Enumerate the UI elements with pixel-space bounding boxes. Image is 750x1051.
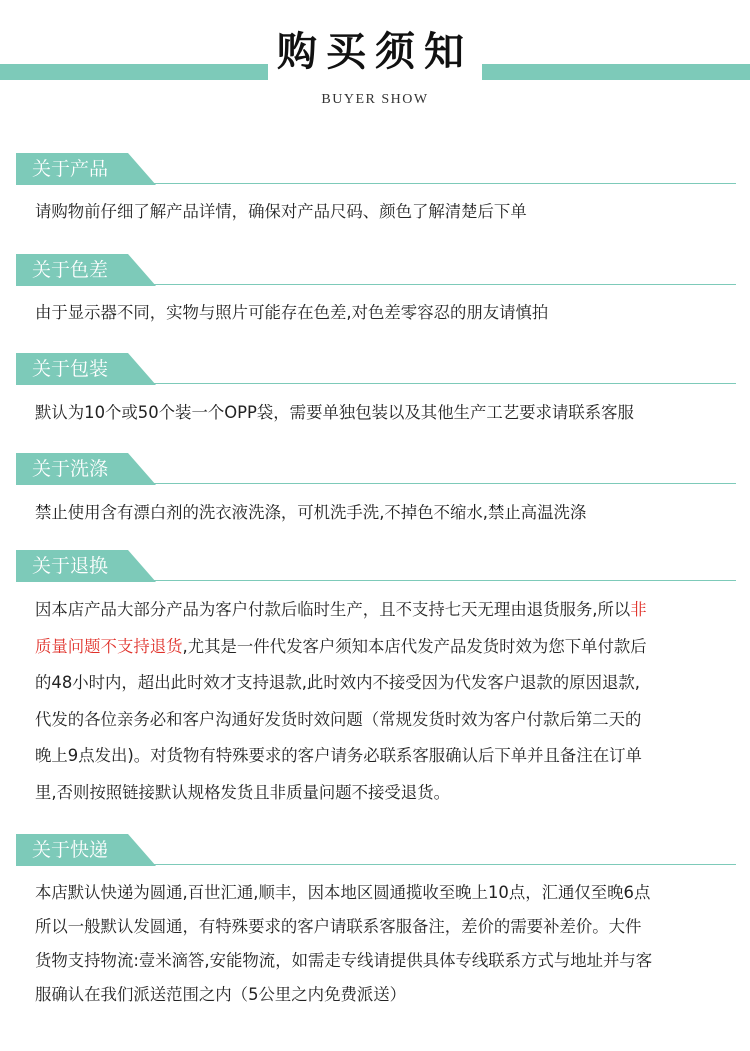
section-header-product bbox=[16, 153, 736, 185]
body-line: 代发的各位亲务必和客户沟通好发货时效问题（常规发货时效为客户付款后第二天的 bbox=[35, 709, 642, 729]
body-line: 服确认在我们派送范围之内（5公里之内免费派送） bbox=[35, 985, 407, 1004]
body-text: 因本店产品大部分产品为客户付款后临时生产，且不支持七天无理由退货服务,所以 bbox=[35, 600, 631, 619]
section-title: 关于退换 bbox=[32, 555, 109, 577]
body-line: 由于显示器不同，实物与照片可能存在色差,对色差零容忍的朋友请慎拍 bbox=[35, 303, 549, 322]
section-title: 关于色差 bbox=[32, 259, 109, 281]
body-line: 的48小时内，超出此时效才支持退款,此时效内不接受因为代发客户退款的原因退款, bbox=[35, 673, 640, 692]
section-header-returns bbox=[16, 550, 736, 582]
body-line bbox=[35, 629, 725, 666]
section-divider bbox=[128, 284, 736, 285]
section-title: 关于快递 bbox=[32, 839, 109, 861]
body-line: 本店默认快递为圆通,百世汇通,顺丰，因本地区圆通揽收至晚上10点，汇通仅至晚6点 bbox=[35, 883, 651, 902]
section-divider bbox=[128, 483, 736, 484]
section-body-returns bbox=[35, 592, 725, 811]
body-line: 所以一般默认发圆通，有特殊要求的客户请联系客服备注，差价的需要补差价。大件 bbox=[35, 917, 642, 936]
highlight-text: 质量问题不支持退货 bbox=[35, 636, 183, 656]
section-title: 关于包装 bbox=[32, 358, 109, 380]
section-body-packaging bbox=[35, 397, 725, 429]
page-subtitle: BUYER SHOW bbox=[321, 92, 429, 107]
body-line: 里,否则按照链接默认规格发货且非质量问题不接受退货。 bbox=[35, 782, 450, 802]
page-title: 购买须知 bbox=[277, 28, 473, 75]
body-line: 默认为10个或50个装一个OPP袋，需要单独包装以及其他生产工艺要求请联系客服 bbox=[35, 403, 634, 422]
body-text: ,尤其是一件代发客户须知本店代发产品发货时效为您下单付款后 bbox=[182, 636, 647, 656]
body-line: 货物支持物流:壹米滴答,安能物流，如需走专线请提供具体专线联系方式与地址并与客 bbox=[35, 951, 653, 970]
section-body-product bbox=[35, 196, 725, 228]
section-header-packaging bbox=[16, 353, 736, 385]
section-title: 关于产品 bbox=[32, 158, 109, 180]
section-body-shipping bbox=[35, 877, 725, 1013]
section-divider bbox=[128, 383, 736, 384]
section-header-color bbox=[16, 254, 736, 286]
section-title: 关于洗涤 bbox=[32, 458, 109, 480]
section-body-washing bbox=[35, 497, 725, 529]
highlight-text: 非 bbox=[630, 600, 647, 619]
body-line: 请购物前仔细了解产品详情，确保对产品尺码、颜色了解清楚后下单 bbox=[35, 202, 527, 221]
section-divider bbox=[128, 183, 736, 184]
section-header-shipping bbox=[16, 834, 736, 866]
section-divider bbox=[128, 864, 736, 865]
body-line bbox=[35, 592, 725, 629]
section-body-color bbox=[35, 297, 725, 329]
section-header-washing bbox=[16, 453, 736, 485]
body-line: 晚上9点发出)。对货物有特殊要求的客户请务必联系客服确认后下单并且备注在订单 bbox=[35, 746, 642, 765]
body-line: 禁止使用含有漂白剂的洗衣液洗涤，可机洗手洗,不掉色不缩水,禁止高温洗涤 bbox=[35, 503, 587, 522]
section-divider bbox=[128, 580, 736, 581]
